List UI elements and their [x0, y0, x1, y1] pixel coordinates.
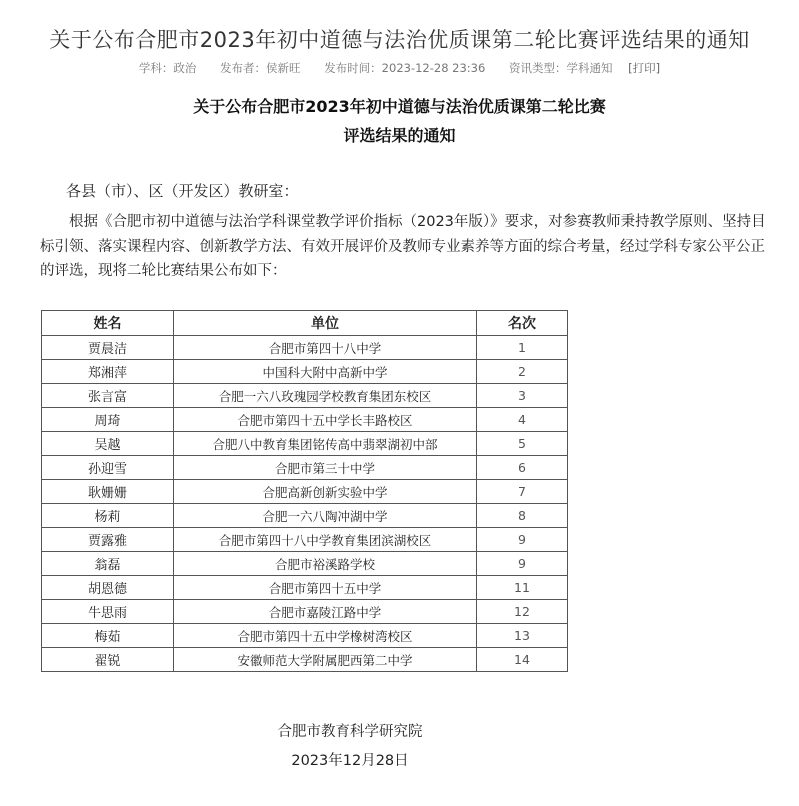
cell-unit: 合肥市第四十五中学长丰路校区: [174, 408, 477, 432]
table-row: [42, 456, 568, 480]
print-link[interactable]: [打印]: [628, 61, 661, 75]
cell-rank: 9: [477, 528, 568, 552]
table-row: [42, 360, 568, 384]
cell-rank: 5: [477, 432, 568, 456]
cell-rank: 4: [477, 408, 568, 432]
table-row: [42, 504, 568, 528]
cell-unit: 合肥市裕溪路学校: [174, 552, 477, 576]
cell-name: 耿姗姗: [42, 480, 174, 504]
cell-name: 吴越: [42, 432, 174, 456]
header-unit: 单位: [174, 311, 477, 336]
cell-unit: 合肥一六八陶冲湖中学: [174, 504, 477, 528]
cell-name: 贾晨洁: [42, 336, 174, 360]
cell-unit: 安徽师范大学附属肥西第二中学: [174, 648, 477, 672]
cell-rank: 8: [477, 504, 568, 528]
headline-line-2: 评选结果的通知: [343, 126, 456, 145]
cell-name: 牛思雨: [42, 600, 174, 624]
salutation: 各县（市）、区（开发区）教研室：: [66, 182, 299, 200]
body-paragraph: 根据《合肥市初中道德与法治学科课堂教学评价指标（2023年版）》要求，对参赛教师秉持教学原则、坚持目标引领、落实课程内容、创新教学方法、有效开展评价及教师专业素养等方面的综合考量，经过学科专家公平公正的评选，现将二轮比赛结果公布如下：: [40, 214, 766, 279]
table-row: [42, 384, 568, 408]
table-row: [42, 552, 568, 576]
cell-name: 翁磊: [42, 552, 174, 576]
header-name: 姓名: [42, 311, 174, 336]
headline-line-1: 关于公布合肥市2023年初中道德与法治优质课第二轮比赛: [193, 97, 606, 116]
article-meta: [0, 60, 799, 76]
cell-unit: 合肥市嘉陵江路中学: [174, 600, 477, 624]
table-row: [42, 480, 568, 504]
cell-name: 杨莉: [42, 504, 174, 528]
meta-category: 资讯类型：学科通知: [508, 61, 613, 75]
table-row: [42, 432, 568, 456]
cell-unit: 合肥市第四十八中学教育集团滨湖校区: [174, 528, 477, 552]
meta-publisher: 发布者：侯新旺: [220, 61, 301, 75]
cell-name: 孙迎雪: [42, 456, 174, 480]
table-row: [42, 624, 568, 648]
cell-rank: 7: [477, 480, 568, 504]
header-rank: 名次: [477, 311, 568, 336]
cell-unit: 合肥市第四十八中学: [174, 336, 477, 360]
cell-name: 张言富: [42, 384, 174, 408]
cell-name: 翟锐: [42, 648, 174, 672]
cell-unit: 合肥市第四十五中学橡树湾校区: [174, 624, 477, 648]
meta-publish-time: 发布时间：2023-12-28 23:36: [324, 61, 486, 75]
cell-unit: 合肥市第四十五中学: [174, 576, 477, 600]
results-table: [41, 310, 568, 672]
cell-name: 贾露雅: [42, 528, 174, 552]
cell-rank: 14: [477, 648, 568, 672]
cell-name: 梅茹: [42, 624, 174, 648]
table-row: [42, 648, 568, 672]
cell-rank: 11: [477, 576, 568, 600]
cell-unit: 合肥八中教育集团铭传高中翡翠湖初中部: [174, 432, 477, 456]
cell-rank: 3: [477, 384, 568, 408]
signature-org: 合肥市教育科学研究院: [277, 724, 423, 740]
cell-name: 周琦: [42, 408, 174, 432]
cell-rank: 1: [477, 336, 568, 360]
cell-name: 郑湘萍: [42, 360, 174, 384]
cell-unit: 合肥市第三十中学: [174, 456, 477, 480]
cell-rank: 2: [477, 360, 568, 384]
cell-unit: 中国科大附中高新中学: [174, 360, 477, 384]
page-title: 关于公布合肥市2023年初中道德与法治优质课第二轮比赛评选结果的通知: [49, 28, 750, 52]
cell-rank: 6: [477, 456, 568, 480]
signature-date: 2023年12月28日: [291, 753, 409, 769]
table-row: [42, 336, 568, 360]
cell-unit: 合肥一六八玫瑰园学校教育集团东校区: [174, 384, 477, 408]
table-row: [42, 528, 568, 552]
table-row: [42, 408, 568, 432]
cell-rank: 12: [477, 600, 568, 624]
table-row: [42, 576, 568, 600]
table-row: [42, 600, 568, 624]
table-header-row: [42, 311, 568, 336]
cell-name: 胡恩德: [42, 576, 174, 600]
cell-unit: 合肥高新创新实验中学: [174, 480, 477, 504]
cell-rank: 9: [477, 552, 568, 576]
meta-subject: 学科：政治: [138, 61, 197, 75]
cell-rank: 13: [477, 624, 568, 648]
